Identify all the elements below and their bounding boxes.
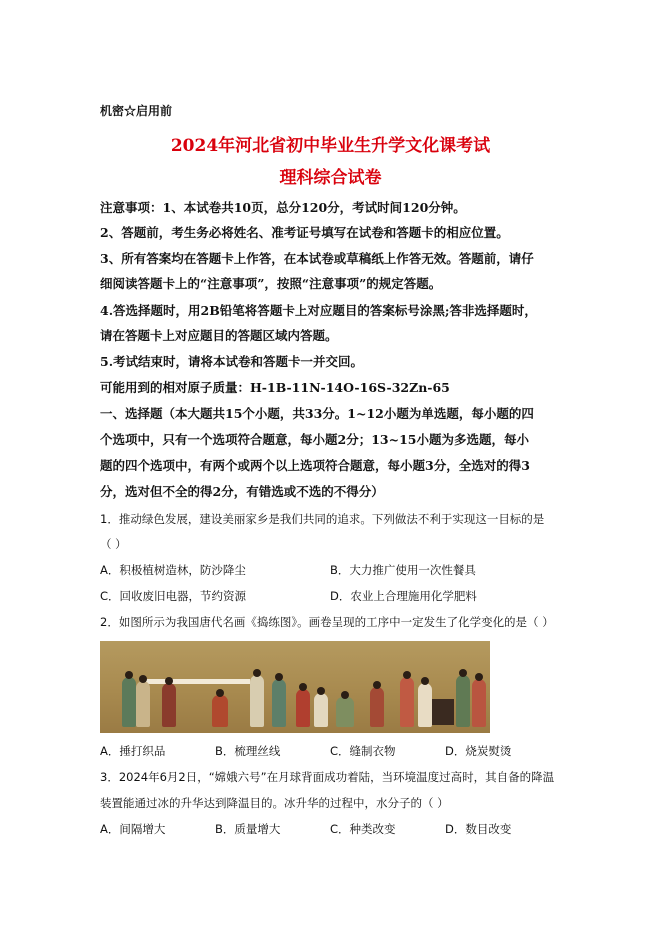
section-heading-line-2: 个选项中，只有一个选项符合题意，每小题2分；13~15小题为多选题，每小 — [100, 432, 529, 447]
note-line-1: 注意事项：1、本试卷共10页，总分120分，考试时间120分钟。 — [100, 200, 466, 215]
section-heading-line-1: 一、选择题（本大题共15个小题，共33分。1~12小题为单选题，每小题的四 — [100, 406, 534, 421]
exam-title: 2024年河北省初中毕业生升学文化课考试 — [170, 136, 491, 156]
question-2-option-b: B．梳理丝线 — [215, 744, 281, 758]
atomic-mass-line: 可能用到的相对原子质量：H-1B-11N-14O-16S-32Zn-65 — [100, 380, 450, 395]
note-line-2: 2、答题前，考生务必将姓名、准考证号填写在试卷和答题卡的相应位置。 — [100, 225, 509, 240]
question-2-option-a: A．捶打织品 — [100, 744, 166, 758]
question-1-option-b: B．大力推广使用一次性餐具 — [330, 563, 476, 577]
question-3-stem-line-2: 装置能通过冰的升华达到降温目的。冰升华的过程中，水分子的（ ） — [100, 796, 449, 810]
note-line-6: 请在答题卡上对应题目的答题区域内答题。 — [100, 328, 338, 343]
daolian-painting-image — [100, 641, 490, 733]
section-heading-line-3: 题的四个选项中，有两个或两个以上选项符合题意，每小题3分，全选对的得3 — [100, 458, 530, 473]
note-line-4: 细阅读答题卡上的“注意事项”，按照“注意事项”的规定答题。 — [100, 276, 442, 291]
question-1-option-c: C．回收废旧电器，节约资源 — [100, 589, 247, 603]
exam-subtitle: 理科综合试卷 — [279, 168, 382, 188]
question-3-option-d: D．数目改变 — [445, 822, 512, 836]
question-1-option-a: A．积极植树造林，防沙降尘 — [100, 563, 246, 577]
note-line-7: 5.考试结束时，请将本试卷和答题卡一并交回。 — [100, 354, 364, 369]
question-3-stem-line-1: 3．2024年6月2日，“嫦娥六号”在月球背面成功着陆，当环境温度过高时，其自备的降温 — [100, 770, 555, 784]
question-2-option-d: D．烧炭熨烫 — [445, 744, 512, 758]
question-3-option-a: A．间隔增大 — [100, 822, 166, 836]
question-1-stem: 1．推动绿色发展，建设美丽家乡是我们共同的追求。下列做法不利于实现这一目标的是 — [100, 512, 545, 526]
question-2-stem: 2．如图所示为我国唐代名画《捣练图》。画卷呈现的工序中一定发生了化学变化的是（ ） — [100, 615, 554, 629]
confidential-label: 机密☆启用前 — [100, 104, 173, 118]
question-1-option-d: D．农业上合理施用化学肥料 — [330, 589, 477, 603]
question-3-option-c: C．种类改变 — [330, 822, 396, 836]
note-line-3: 3、所有答案均在答题卡上作答，在本试卷或草稿纸上作答无效。答题前，请仔 — [100, 251, 534, 266]
question-1-paren: （ ） — [100, 537, 127, 551]
note-line-5: 4.答选择题时，用2B铅笔将答题卡上对应题目的答案标号涂黑;答非选择题时， — [100, 303, 537, 318]
section-heading-line-4: 分，选对但不全的得2分，有错选或不选的不得分） — [100, 484, 384, 499]
question-2-option-c: C．缝制衣物 — [330, 744, 396, 758]
question-3-option-b: B．质量增大 — [215, 822, 281, 836]
